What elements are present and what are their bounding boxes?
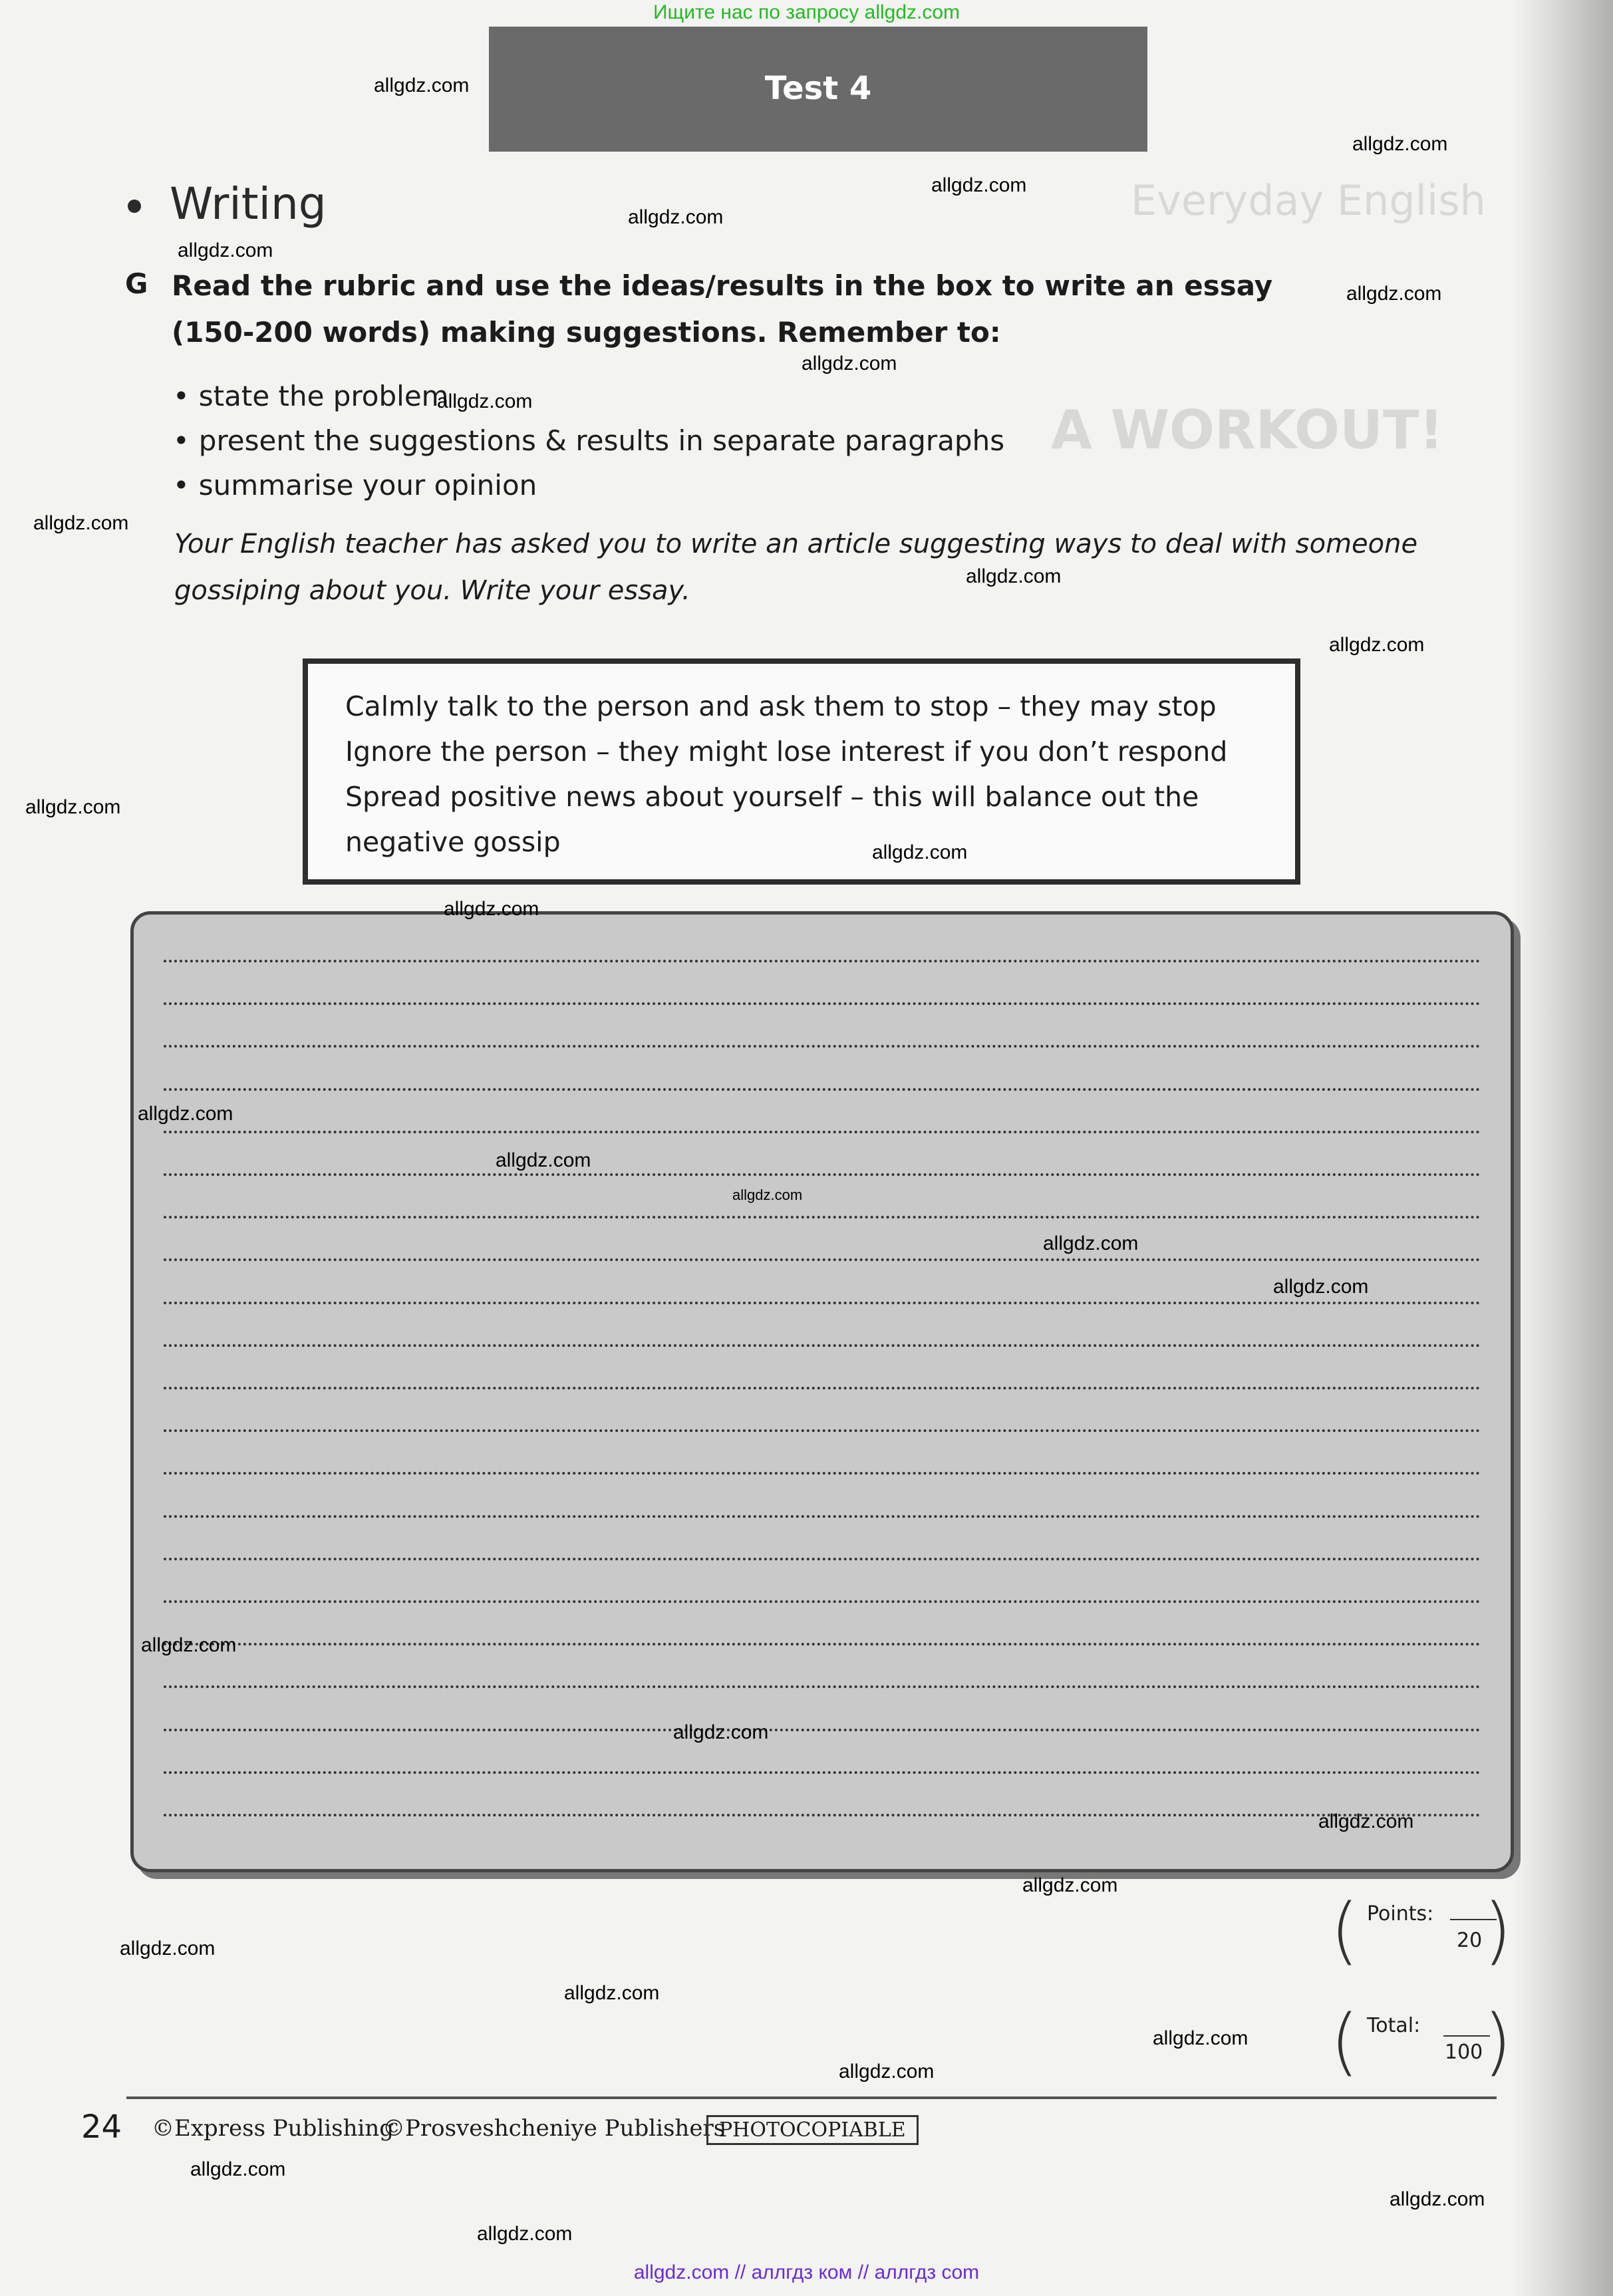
task-rubric: Read the rubric and use the ideas/results in the box to write an essay (150-200 words) making suggestions. Remember to: [172, 269, 1273, 349]
watermark[interactable]: allgdz.com [477, 2223, 573, 2245]
points-label: Points: [1367, 1902, 1434, 1926]
writing-line [164, 1088, 1481, 1091]
points-left-paren: ( [1330, 1888, 1359, 1973]
ideas-box [303, 658, 1300, 885]
writing-line [164, 1302, 1481, 1304]
watermark[interactable]: allgdz.com [437, 390, 533, 412]
watermark[interactable]: allgdz.com [1346, 283, 1442, 305]
reminder-item: • present the suggestions & results in separate paragraphs [173, 418, 1004, 463]
test-title: Test 4 [764, 70, 872, 107]
reminder-list [173, 374, 1004, 507]
writing-line [164, 1814, 1481, 1816]
watermark[interactable]: allgdz.com [673, 1721, 769, 1743]
bleed-through-heading: Everyday English [1131, 176, 1486, 225]
watermark[interactable]: allgdz.com [802, 353, 897, 374]
writing-line [164, 1729, 1481, 1731]
writing-line [164, 1685, 1481, 1688]
watermark[interactable]: allgdz.com [496, 1149, 591, 1171]
writing-line [164, 1131, 1481, 1133]
writing-line [164, 1258, 1481, 1261]
page-number: 24 [81, 2108, 122, 2146]
bottom-banner[interactable]: allgdz.com // аллгдз ком // аллгдз com [633, 2261, 980, 2283]
watermark[interactable]: allgdz.com [33, 512, 129, 534]
page-binding-shadow [1513, 0, 1613, 2296]
total-right-paren: ) [1483, 1999, 1512, 2084]
idea-item: Calmly talk to the person and ask them to stop – they may stop [345, 690, 1217, 722]
watermark[interactable]: allgdz.com [178, 239, 273, 261]
watermark[interactable]: allgdz.com [966, 565, 1062, 587]
watermark[interactable]: allgdz.com [628, 206, 724, 228]
watermark[interactable]: allgdz.com [120, 1937, 216, 1959]
idea-item: Ignore the person – they might lose interest if you don’t respond [345, 736, 1228, 768]
watermark[interactable]: allgdz.com [141, 1634, 237, 1656]
watermark[interactable]: allgdz.com [1043, 1232, 1139, 1254]
writing-line [164, 1002, 1481, 1005]
watermark[interactable]: allgdz.com [444, 898, 539, 920]
writing-line [164, 1429, 1481, 1432]
writing-line [164, 1045, 1481, 1048]
writing-line [164, 1643, 1481, 1646]
task-letter: G [125, 267, 148, 300]
watermark[interactable]: allgdz.com [190, 2158, 286, 2180]
total-label: Total: [1367, 2014, 1421, 2037]
watermark[interactable]: allgdz.com [1352, 133, 1448, 155]
watermark[interactable]: allgdz.com [1022, 1874, 1118, 1896]
writing-line [164, 1558, 1481, 1560]
watermark[interactable]: allgdz.com [732, 1187, 803, 1203]
points-right-paren: ) [1483, 1888, 1512, 1973]
publisher-express: ©Express Publishing [152, 2115, 394, 2142]
watermark[interactable]: allgdz.com [1273, 1276, 1369, 1298]
total-max: 100 [1445, 2041, 1483, 2064]
watermark[interactable]: allgdz.com [872, 841, 968, 863]
watermark[interactable]: allgdz.com [564, 1982, 660, 2004]
writing-line [164, 1216, 1481, 1219]
publisher-prosveshcheniye: ©Prosveshcheniye Publishers [382, 2115, 726, 2142]
watermark[interactable]: allgdz.com [1390, 2188, 1485, 2210]
writing-line [164, 1387, 1481, 1389]
writing-line [164, 1600, 1481, 1603]
watermark[interactable]: allgdz.com [1153, 2027, 1248, 2049]
top-banner[interactable]: Ищите нас по запросу allgdz.com [653, 1, 960, 23]
writing-line [164, 1515, 1481, 1518]
bleed-through-workout: A WORKOUT! [1051, 399, 1444, 461]
writing-line [164, 1173, 1481, 1176]
writing-line [164, 1771, 1481, 1774]
points-max: 20 [1457, 1929, 1483, 1952]
watermark[interactable]: allgdz.com [25, 796, 121, 818]
reminder-item: • summarise your opinion [173, 463, 1004, 507]
watermark[interactable]: allgdz.com [138, 1103, 233, 1125]
section-bullet-icon [128, 200, 141, 213]
reminder-item: • state the problem [173, 374, 1004, 418]
writing-line [164, 960, 1481, 962]
writing-line [164, 1344, 1481, 1347]
writing-line [164, 1472, 1481, 1475]
idea-item: Spread positive news about yourself – this will balance out the negative gossip [345, 781, 1199, 858]
total-left-paren: ( [1330, 1999, 1359, 2084]
writing-area[interactable] [130, 911, 1514, 1872]
watermark[interactable]: allgdz.com [1318, 1810, 1414, 1832]
footer-rule [126, 2096, 1497, 2099]
watermark[interactable]: allgdz.com [374, 74, 470, 96]
task-instruction: Your English teacher has asked you to write an article suggesting ways to deal with someone gossiping about you. Write your essay. [174, 529, 1418, 606]
watermark[interactable]: allgdz.com [839, 2061, 935, 2082]
section-title: Writing [170, 178, 327, 229]
photocopiable-badge: PHOTOCOPIABLE [706, 2115, 919, 2145]
watermark[interactable]: allgdz.com [931, 174, 1027, 196]
watermark[interactable]: allgdz.com [1329, 634, 1425, 656]
